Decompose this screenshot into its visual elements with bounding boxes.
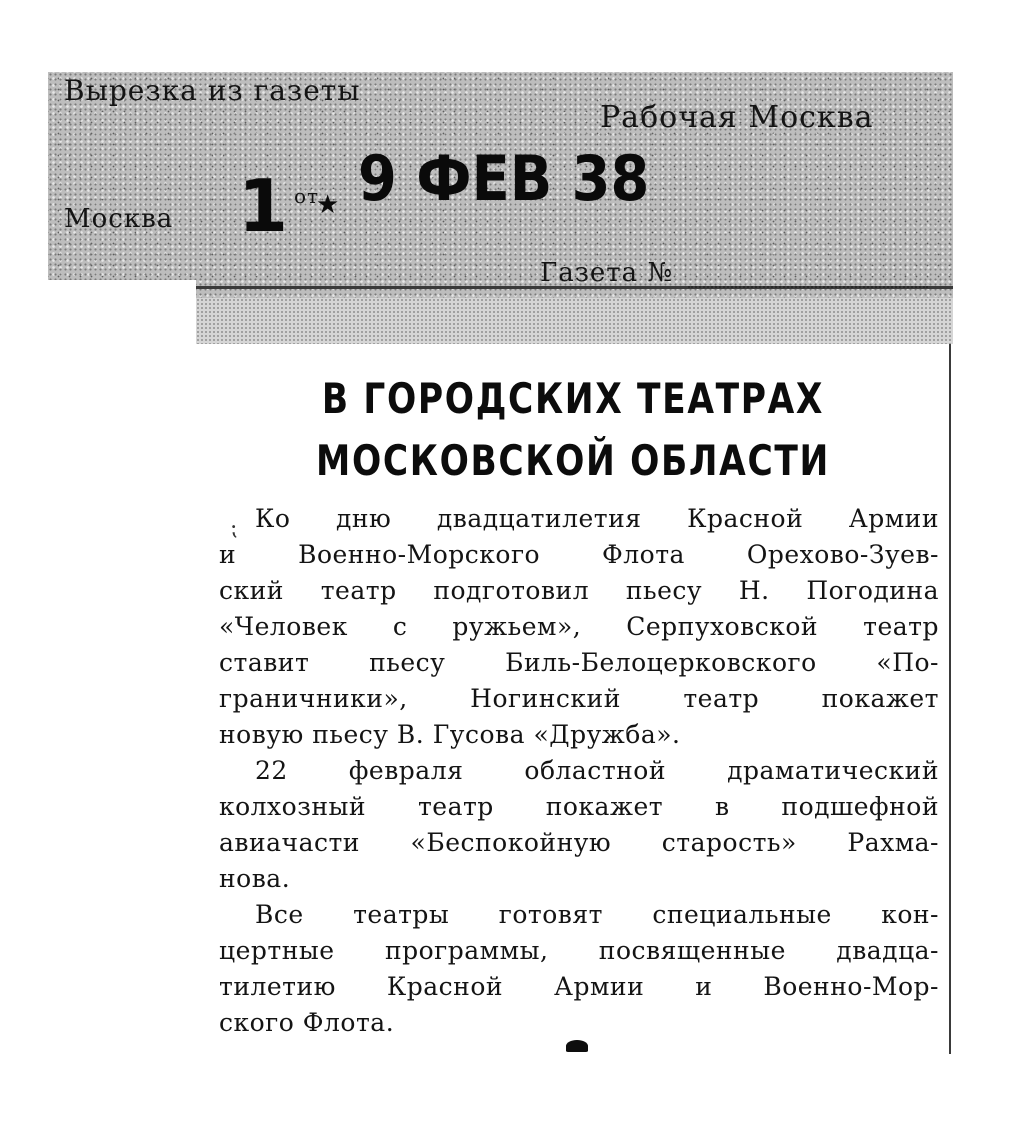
clipping-header xyxy=(48,72,953,344)
article-text-line: Все театры готовят специальные кон- xyxy=(255,900,939,929)
article-text-line: 22 февраля областной драматический xyxy=(255,756,939,785)
article-text-line: колхозный театр покажет в подшефной xyxy=(219,792,939,821)
article-text-line: ский театр подготовил пьесу Н. Погодина xyxy=(219,576,939,605)
article-text-line: граничники», Ногинский театр покажет xyxy=(219,684,939,713)
article-text-line: авиачасти «Беспокойную старость» Рахма- xyxy=(219,828,939,857)
article-text-line: и Военно-Морского Флота Орехово-Зуев- xyxy=(219,540,939,569)
article-text-line: ставит пьесу Биль-Белоцерковского «По- xyxy=(219,648,939,677)
star-icon: ★ xyxy=(316,190,341,220)
margin-mark: ⁏ xyxy=(230,516,238,541)
headline-line: МОСКОВСКОЙ ОБЛАСТИ xyxy=(316,436,830,485)
article-text-line: новую пьесу В. Гусова «Дружба». xyxy=(219,720,681,749)
city-label: Москва xyxy=(64,204,174,234)
article-text-line: тилетию Красной Армии и Военно-Мор- xyxy=(219,972,939,1001)
article-text-line: ского Флота. xyxy=(219,1008,395,1037)
article-text-line: Ко дню двадцатилетия Красной Армии xyxy=(255,504,939,533)
stamp-date: 9 ФЕВ 38 xyxy=(358,142,650,215)
header-notch xyxy=(48,280,196,344)
newspaper-name: Рабочая Москва xyxy=(600,100,874,135)
article-text-line: цертные программы, посвященные двадца- xyxy=(219,936,939,965)
gazeta-number-label: Газета № xyxy=(540,258,674,288)
headline-line: В ГОРОДСКИХ ТЕАТРАХ xyxy=(321,374,825,423)
article xyxy=(195,344,951,1054)
source-label: Вырезка из газеты xyxy=(64,74,361,107)
article-text-line: «Человек с ружьем», Серпуховской театр xyxy=(219,612,939,641)
header-lower-band xyxy=(196,298,953,344)
gazeta-number-dotted-line xyxy=(688,286,928,288)
stamp-number: 1 xyxy=(238,164,290,248)
stamp-ot: от xyxy=(294,184,320,208)
article-text-line: нова. xyxy=(219,864,291,893)
ink-speck xyxy=(566,1040,588,1052)
